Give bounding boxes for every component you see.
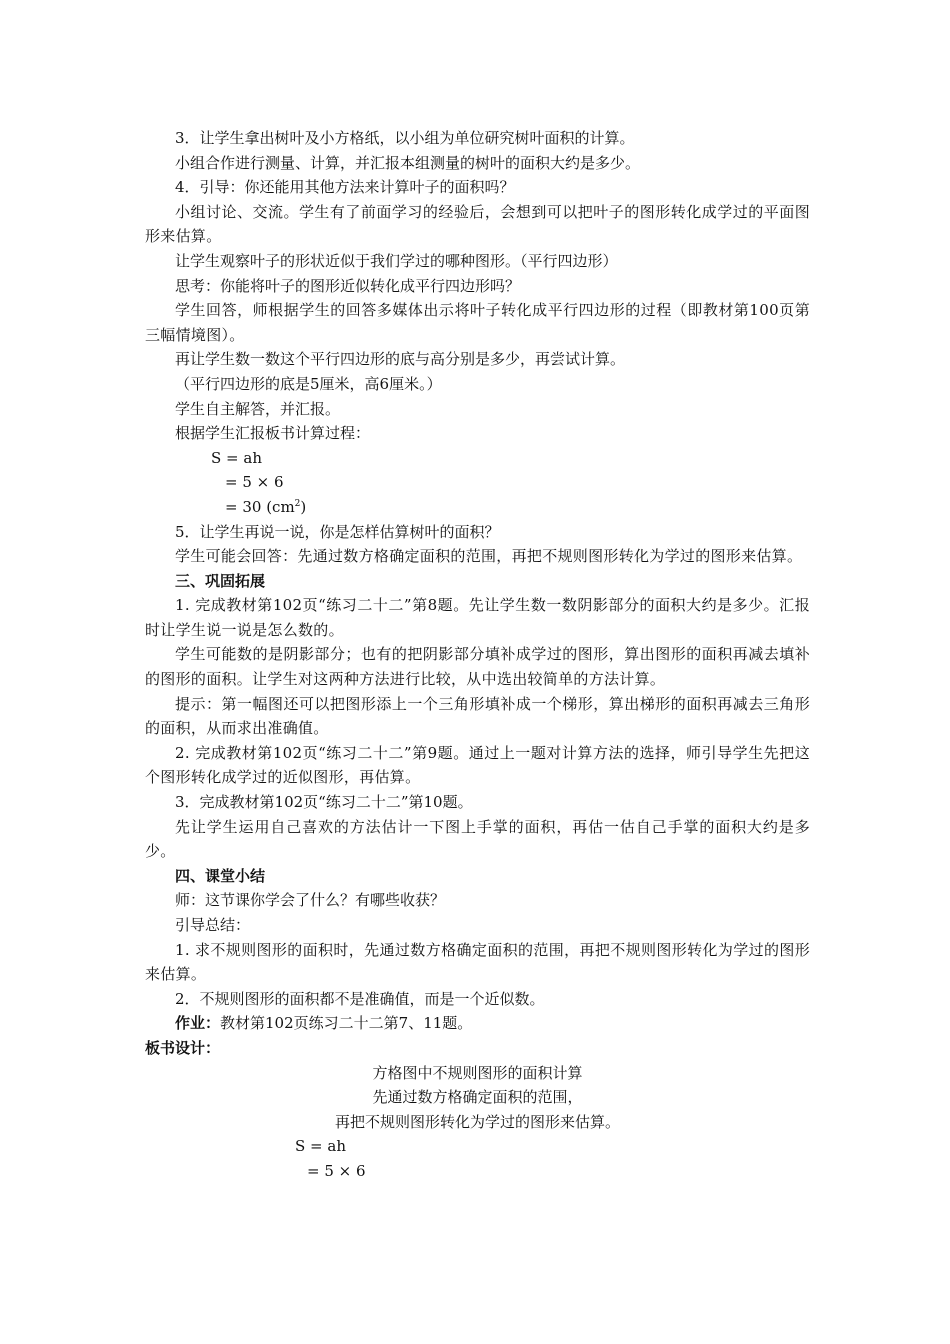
board-formula: = 5 × 6 xyxy=(307,1161,366,1180)
section-heading: 四、课堂小结 xyxy=(175,866,266,885)
board-design-label: 板书设计： xyxy=(145,1038,221,1057)
lesson-content xyxy=(145,126,810,1184)
paragraph: 再让学生数一数这个平行四边形的底与高分别是多少，再尝试计算。 xyxy=(175,350,626,369)
paragraph: 思考：你能将叶子的图形近似转化成平行四边形吗？ xyxy=(175,276,521,295)
board-title: 方格图中不规则图形的面积计算 xyxy=(372,1063,583,1082)
homework-label: 作业： xyxy=(175,1014,221,1033)
step-4: 4．引导：你还能用其他方法来计算叶子的面积吗？ xyxy=(175,178,515,197)
paragraph: 引导总结： xyxy=(175,916,251,934)
paragraph: 学生可能会回答：先通过数方格确定面积的范围，再把不规则图形转化为学过的图形来估算。 xyxy=(175,547,803,566)
formula-text: = 30 (cm xyxy=(225,497,295,516)
section-heading: 三、巩固拓展 xyxy=(175,571,266,590)
paragraph: 师：这节课你学会了什么？有哪些收获？ xyxy=(175,891,446,910)
paragraph: 1. 完成教材第102页“练习二十二”第8题。先让学生数一数阴影部分的面积大约是多少。汇报时让学生说一说是怎么数的。 xyxy=(145,596,810,639)
formula-superscript: 2 xyxy=(294,498,301,509)
paragraph: 2. 完成教材第102页“练习二十二”第9题。通过上一题对计算方法的选择，师引导学生先把这个图形转化成学过的近似图形，再估算。 xyxy=(145,743,810,787)
paragraph: 根据学生汇报板书计算过程： xyxy=(175,424,371,443)
board-line: 再把不规则图形转化为学过的图形来估算。 xyxy=(334,1112,620,1131)
paragraph: 让学生观察叶子的形状近似于我们学过的哪种图形。（平行四边形） xyxy=(175,251,618,270)
paragraph: 小组合作进行测量、计算，并汇报本组测量的树叶的面积大约是多少。 xyxy=(175,153,641,172)
step-5: 5．让学生再说一说，你是怎样估算树叶的面积？ xyxy=(175,522,500,541)
homework-text: 教材第102页练习二十二第7、11题。 xyxy=(220,1014,473,1033)
formula-text: ) xyxy=(300,497,307,516)
paragraph: 学生自主解答，并汇报。 xyxy=(175,399,341,418)
paragraph: 学生回答，师根据学生的回答多媒体出示将叶子转化成平行四边形的过程（即教材第100页第三幅情境图）。 xyxy=(145,301,810,344)
paragraph: 学生可能数的是阴影部分；也有的把阴影部分填补成学过的图形，算出图形的面积再减去填补的图形的面积。让学生对这两种方法进行比较，从中选出较简单的方法计算。 xyxy=(145,645,810,689)
paragraph: 3．完成教材第102页“练习二十二”第10题。 xyxy=(175,793,473,812)
paragraph: 小组讨论、交流。学生有了前面学习的经验后，会想到可以把叶子的图形转化成学过的平面图形来估算。 xyxy=(145,202,810,246)
formula-line: = 5 × 6 xyxy=(225,473,284,492)
paragraph: 提示：第一幅图还可以把图形添上一个三角形填补成一个梯形，算出梯形的面积再减去三角形的面积，从而求出准确值。 xyxy=(145,694,810,738)
paragraph: 2．不规则图形的面积都不是准确值，而是一个近似数。 xyxy=(175,989,545,1008)
paragraph: （平行四边形的底是5厘米，高6厘米。） xyxy=(175,374,442,393)
board-formula: S = ah xyxy=(295,1137,346,1156)
formula-line xyxy=(145,495,810,520)
paragraph: 先让学生运用自己喜欢的方法估计一下图上手掌的面积，再估一估自己手掌的面积大约是多少。 xyxy=(145,817,810,861)
board-line: 先通过数方格确定面积的范围， xyxy=(372,1088,583,1107)
step-3: 3．让学生拿出树叶及小方格纸，以小组为单位研究树叶面积的计算。 xyxy=(175,129,635,147)
formula-line: S = ah xyxy=(211,448,262,467)
homework-line xyxy=(145,1011,810,1036)
paragraph: 1. 求不规则图形的面积时，先通过数方格确定面积的范围，再把不规则图形转化为学过的图形来估算。 xyxy=(145,940,810,984)
